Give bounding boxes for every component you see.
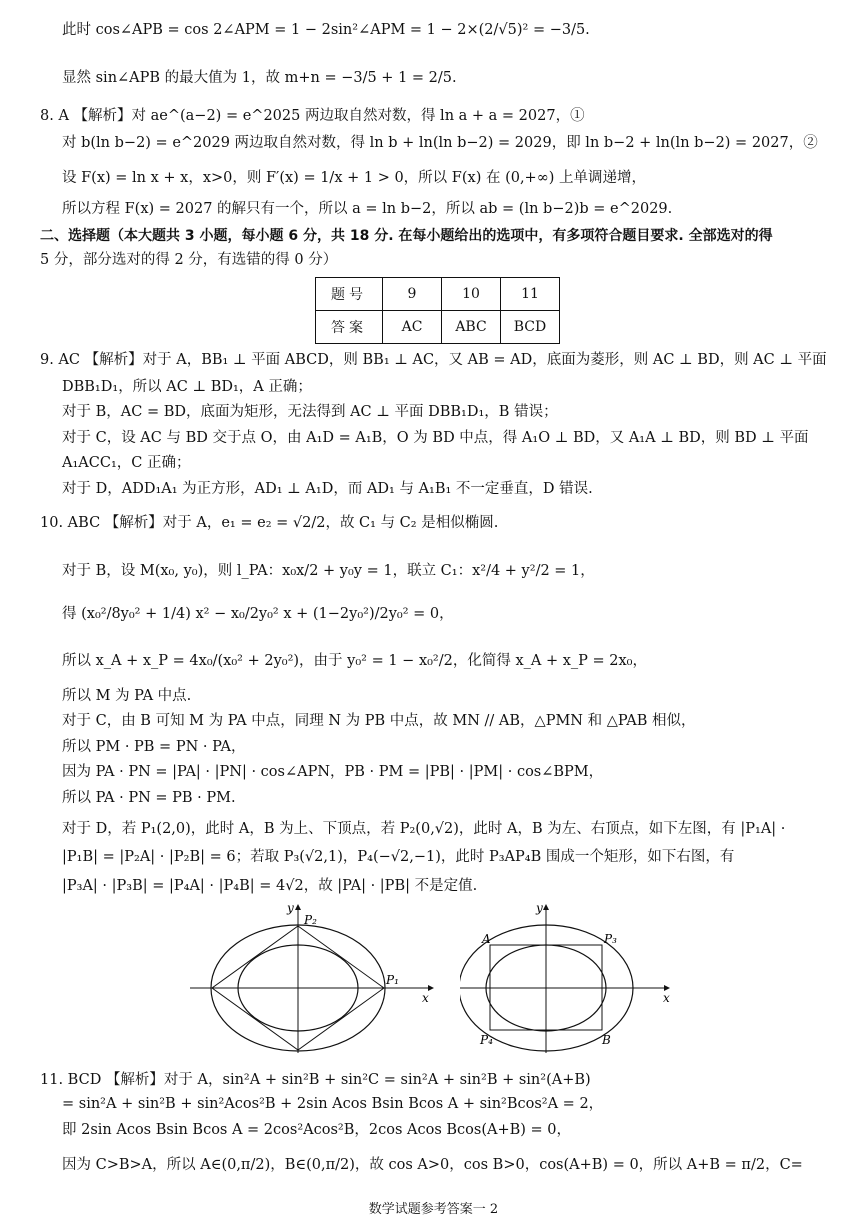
point-label: B <box>602 1033 611 1047</box>
q8-line: 8. A 【解析】对 ae^(a−2) = e^2025 两边取自然对数，得 ln a + a = 2027，① <box>40 108 585 124</box>
q10-line: 对于 B，设 M(x₀, y₀)，则 l_PA：x₀x/2 + y₀y = 1，联立 C₁：x²/4 + y²/2 = 1， <box>62 563 595 579</box>
answer-table <box>315 277 560 344</box>
q8-line: 设 F(x) = ln x + x，x>0，则 F′(x) = 1/x + 1 > 0，所以 F(x) 在 (0,+∞) 上单调递增， <box>62 170 647 186</box>
table-cell: 题号 <box>316 278 383 311</box>
q9-line: 对于 B，AC = BD，底面为矩形，无法得到 AC ⊥ 平面 DBB₁D₁，B 错误； <box>62 404 558 420</box>
left-ellipse-figure <box>190 898 440 1056</box>
q10-line: 所以 PA · PN = PB · PM. <box>62 790 236 806</box>
table-cell: 9 <box>383 278 442 311</box>
q10-line: 所以 M 为 PA 中点. <box>62 688 192 704</box>
q10-line: 因为 PA · PN = |PA| · |PN| · cos∠APN，PB · PM = |PB| · |PM| · cos∠BPM， <box>62 764 604 780</box>
right-ellipse-figure <box>460 898 682 1056</box>
point-label: P₄ <box>480 1033 493 1047</box>
table-cell: 10 <box>442 278 501 311</box>
x-axis-label: x <box>422 991 429 1005</box>
q10-line: 所以 x_A + x_P = 4x₀/(x₀² + 2y₀²)，由于 y₀² = 1 − x₀²/2，化简得 x_A + x_P = 2x₀， <box>62 653 647 669</box>
q11-line: 因为 C>B>A，所以 A∈(0,π/2)，B∈(0,π/2)，故 cos A>0，cos B>0，cos(A+B) = 0，所以 A+B = π/2，C= <box>62 1157 803 1173</box>
q9-line: 9. AC 【解析】对于 A，BB₁ ⊥ 平面 ABCD，则 BB₁ ⊥ AC，又 AB = AD，底面为菱形，则 AC ⊥ BD，则 AC ⊥ 平面 <box>40 352 827 368</box>
q11-line: 即 2sin Acos Bsin Bcos A = 2cos²Acos²B，2cos Acos Bcos(A+B) = 0， <box>62 1122 572 1138</box>
q10-line: 对于 C，由 B 可知 M 为 PA 中点，同理 N 为 PB 中点，故 MN // AB，△PMN 和 △PAB 相似， <box>62 713 696 729</box>
section-two-note: 5 分，部分选对的得 2 分，有选错的得 0 分） <box>40 252 338 268</box>
q9-line: 对于 D，ADD₁A₁ 为正方形，AD₁ ⊥ A₁D，而 AD₁ 与 A₁B₁ 不一定垂直，D 错误. <box>62 481 593 497</box>
q11-line: = sin²A + sin²B + sin²Acos²B + 2sin Acos Bsin Bcos A + sin²Bcos²A = 2， <box>62 1096 604 1112</box>
q9-line: A₁ACC₁，C 正确； <box>62 455 191 471</box>
q10-line: |P₁B| = |P₂A| · |P₂B| = 6；若取 P₃(√2,1)，P₄(−√2,−1)，此时 P₃AP₄B 围成一个矩形，如下右图，有 <box>62 849 735 865</box>
section-two-heading: 二、选择题（本大题共 3 小题，每小题 6 分，共 18 分. 在每小题给出的选项中，有多项符合题目要求. 全部选对的得 <box>40 228 773 244</box>
q10-line: 得 (x₀²/8y₀² + 1/4) x² − x₀/2y₀² x + (1−2y₀²)/2y₀² = 0， <box>62 606 454 622</box>
text-line: 显然 sin∠APB 的最大值为 1，故 m+n = −3/5 + 1 = 2/5. <box>62 70 457 86</box>
text-line: 此时 cos∠APB = cos 2∠APM = 1 − 2sin²∠APM = 1 − 2×(2/√5)² = −3/5. <box>62 22 590 38</box>
q10-line: 对于 D，若 P₁(2,0)，此时 A，B 为上、下顶点，若 P₂(0,√2)，此时 A，B 为左、右顶点，如下左图，有 |P₁A| · <box>62 821 786 837</box>
y-axis-label: y <box>536 901 543 915</box>
q8-line: 所以方程 F(x) = 2027 的解只有一个，所以 a = ln b−2，所以 ab = (ln b−2)b = e^2029. <box>62 201 673 217</box>
q11-line: 11. BCD 【解析】对于 A，sin²A + sin²B + sin²C = sin²A + sin²B + sin²(A+B) <box>40 1072 591 1088</box>
q9-line: 对于 C，设 AC 与 BD 交于点 O，由 A₁D = A₁B，O 为 BD 中点，得 A₁O ⊥ BD，又 A₁A ⊥ BD，则 BD ⊥ 平面 <box>62 430 809 446</box>
table-row <box>316 311 560 344</box>
table-cell: BCD <box>501 311 560 344</box>
table-cell: AC <box>383 311 442 344</box>
point-label: P₂ <box>304 913 317 927</box>
page-footer: 数学试题参考答案一 2 <box>368 1202 499 1217</box>
point-label: P₁ <box>386 973 399 987</box>
q10-line: 所以 PM · PB = PN · PA， <box>62 739 246 755</box>
point-label: P₃ <box>604 932 617 946</box>
q9-line: DBB₁D₁，所以 AC ⊥ BD₁，A 正确； <box>62 379 312 395</box>
table-cell: 答案 <box>316 311 383 344</box>
table-row <box>316 278 560 311</box>
q10-line: 10. ABC 【解析】对于 A，e₁ = e₂ = √2/2，故 C₁ 与 C₂ 是相似椭圆. <box>40 515 499 531</box>
point-label: A <box>482 932 491 946</box>
q10-line: |P₃A| · |P₃B| = |P₄A| · |P₄B| = 4√2，故 |PA| · |PB| 不是定值. <box>62 878 478 894</box>
table-cell: 11 <box>501 278 560 311</box>
x-axis-label: x <box>663 991 670 1005</box>
q8-line: 对 b(ln b−2) = e^2029 两边取自然对数，得 ln b + ln(ln b−2) = 2029，即 ln b−2 + ln(ln b−2) = 2027，② <box>62 135 818 151</box>
table-cell: ABC <box>442 311 501 344</box>
y-axis-label: y <box>287 901 294 915</box>
